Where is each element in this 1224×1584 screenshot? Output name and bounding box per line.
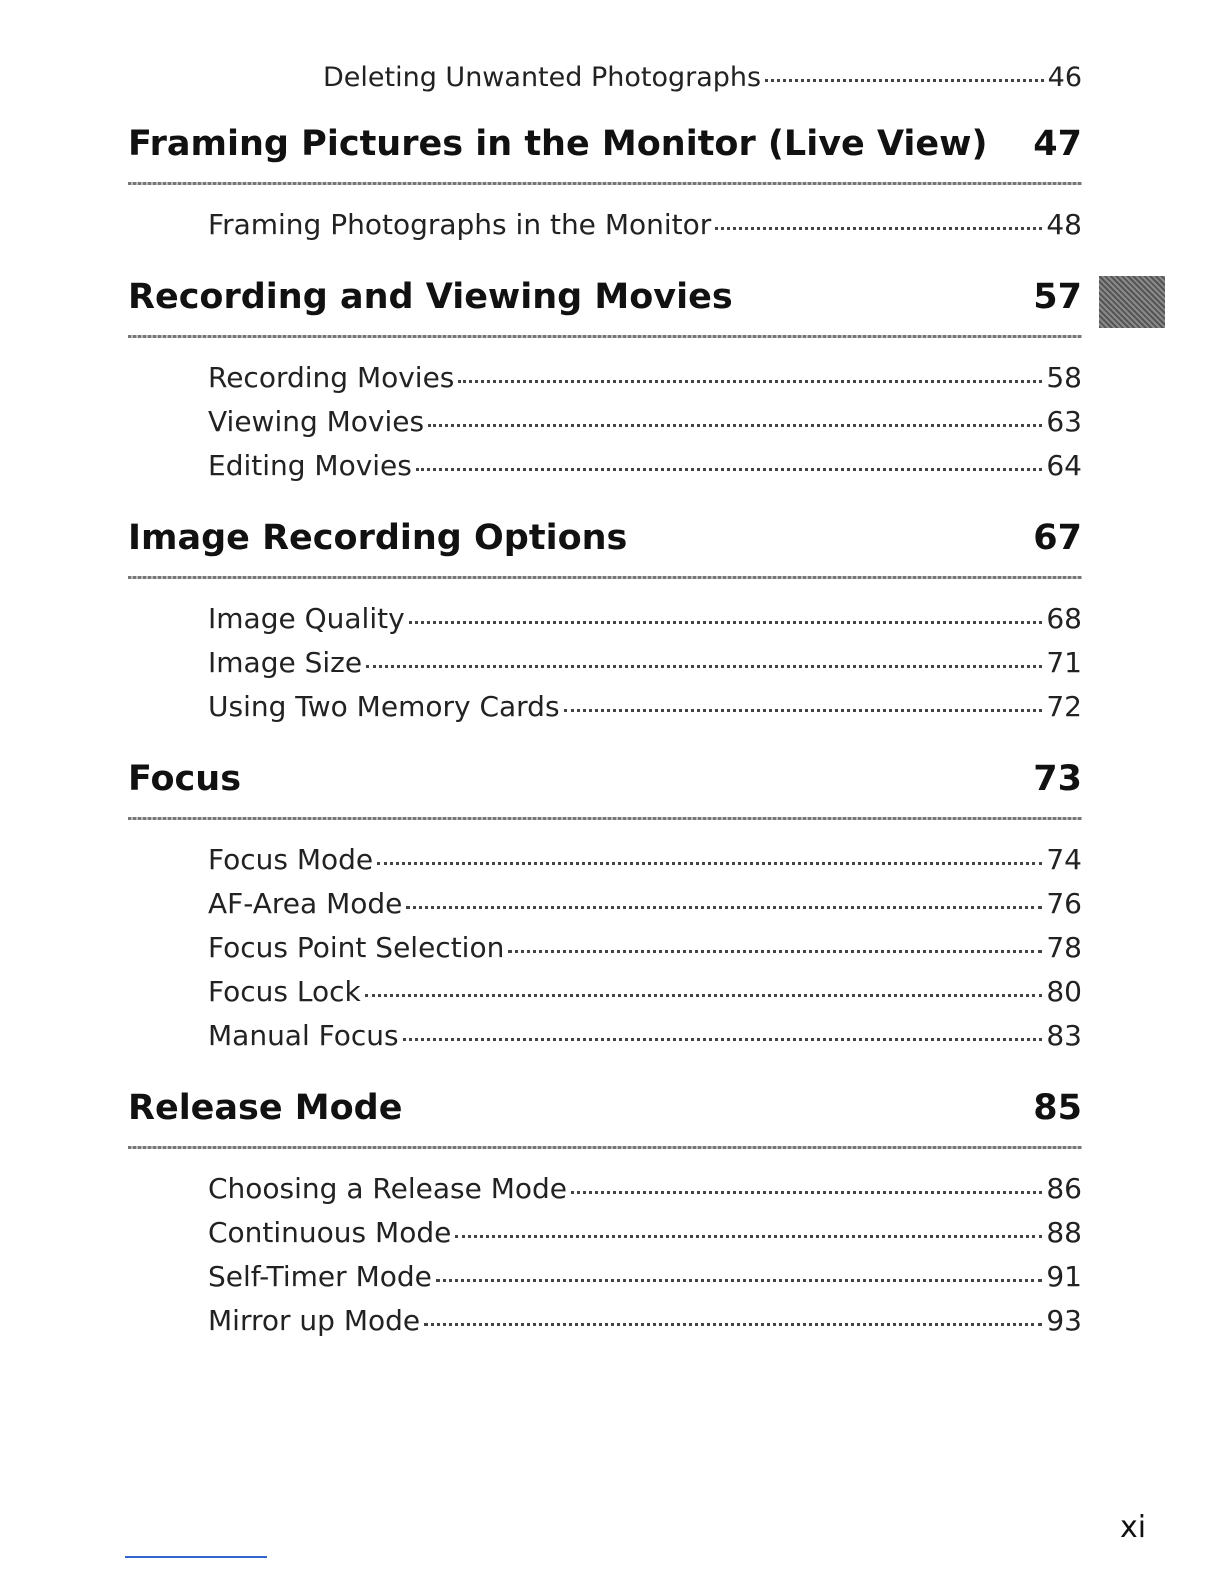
toc-entry-title: Using Two Memory Cards [208,690,560,723]
toc-entry-page: 71 [1046,646,1082,679]
toc-entry[interactable] [208,685,1082,729]
section-entries [128,1167,1082,1343]
continued-entries [128,56,1082,100]
toc-entry-title: Self-Timer Mode [208,1260,432,1293]
toc-entry-page: 76 [1046,887,1082,920]
section-heading[interactable] [128,508,1082,568]
section-entries [128,356,1082,488]
toc-entry-page: 63 [1046,405,1082,438]
section-title: Recording and Viewing Movies [128,277,733,317]
toc-entry-title: Image Quality [208,602,405,635]
section-page: 47 [1033,124,1082,164]
toc-entry-page: 80 [1046,975,1082,1008]
toc-entry-title: Choosing a Release Mode [208,1172,567,1205]
toc-entry[interactable] [208,356,1082,400]
section-rule [128,335,1082,338]
toc-entry-title: Viewing Movies [208,405,425,438]
toc-entry[interactable] [208,1014,1082,1058]
section-rule [128,576,1082,579]
toc-entry-title: Focus Lock [208,975,361,1008]
dot-leader [458,376,1042,383]
dot-leader [409,617,1043,624]
toc-entry-page: 46 [1047,62,1082,93]
dot-leader [508,946,1042,953]
footer-rule [125,1556,267,1558]
page-number: xi [1120,1510,1147,1545]
toc-entry-page: 64 [1046,449,1082,482]
toc-section [128,508,1082,729]
dot-leader [564,705,1043,712]
section-rule [128,817,1082,820]
toc-entry-title: AF-Area Mode [208,887,403,920]
toc-entry-page: 93 [1046,1304,1082,1337]
dot-leader [366,661,1042,668]
dot-leader [403,1034,1043,1041]
toc-entry-title: Focus Mode [208,843,374,876]
section-page: 73 [1033,759,1082,799]
toc-entry-page: 83 [1046,1019,1082,1052]
toc-entry-page: 48 [1046,208,1082,241]
section-entries [128,203,1082,247]
section-page: 57 [1033,277,1082,317]
section-page: 85 [1033,1088,1082,1128]
toc-entry-title: Image Size [208,646,363,679]
table-of-contents [128,56,1082,1343]
toc-entry-page: 88 [1046,1216,1082,1249]
toc-entry[interactable] [208,882,1082,926]
section-heading[interactable] [128,267,1082,327]
toc-entry-title: Framing Photographs in the Monitor [208,208,712,241]
toc-entry-title: Recording Movies [208,361,455,394]
toc-entry[interactable] [208,1211,1082,1255]
toc-entry[interactable] [208,1299,1082,1343]
dot-leader [377,858,1042,865]
toc-entry-page: 72 [1046,690,1082,723]
toc-section [128,114,1082,247]
dot-leader [416,464,1042,471]
toc-section [128,1078,1082,1343]
dot-leader [436,1275,1042,1282]
toc-entry-title: Mirror up Mode [208,1304,421,1337]
toc-entry-title: Editing Movies [208,449,412,482]
toc-entry-page: 86 [1046,1172,1082,1205]
dot-leader [365,990,1043,997]
toc-entry[interactable] [208,203,1082,247]
toc-section [128,749,1082,1058]
dot-leader [455,1231,1042,1238]
dot-leader [765,75,1044,82]
toc-entry[interactable] [208,1255,1082,1299]
chapter-thumb-tab [1099,276,1165,328]
toc-entry-page: 91 [1046,1260,1082,1293]
section-heading[interactable] [128,749,1082,809]
toc-section [128,267,1082,488]
toc-entry[interactable] [208,444,1082,488]
toc-entry[interactable] [208,1167,1082,1211]
toc-entry-title: Continuous Mode [208,1216,452,1249]
toc-entry-page: 74 [1046,843,1082,876]
toc-entry-page: 78 [1046,931,1082,964]
dot-leader [571,1187,1042,1194]
toc-entry-title: Deleting Unwanted Photographs [323,62,762,93]
dot-leader [428,420,1042,427]
toc-entry[interactable] [208,400,1082,444]
dot-leader [424,1319,1042,1326]
toc-entry[interactable] [208,641,1082,685]
toc-entry-title: Manual Focus [208,1019,399,1052]
toc-entry[interactable] [208,838,1082,882]
toc-entry[interactable] [323,56,1082,100]
section-page: 67 [1033,518,1082,558]
toc-entry[interactable] [208,926,1082,970]
section-heading[interactable] [128,1078,1082,1138]
toc-entry[interactable] [208,597,1082,641]
dot-leader [406,902,1042,909]
section-entries [128,838,1082,1058]
toc-entry-title: Focus Point Selection [208,931,505,964]
toc-entry-page: 58 [1046,361,1082,394]
dot-leader [715,223,1042,230]
section-rule [128,1146,1082,1149]
toc-entry[interactable] [208,970,1082,1014]
section-title: Focus [128,759,242,799]
toc-entry-page: 68 [1046,602,1082,635]
section-entries [128,597,1082,729]
section-title: Image Recording Options [128,518,628,558]
section-heading[interactable] [128,114,1082,174]
section-title: Framing Pictures in the Monitor (Live View) [128,124,988,164]
section-title: Release Mode [128,1088,403,1128]
section-rule [128,182,1082,185]
